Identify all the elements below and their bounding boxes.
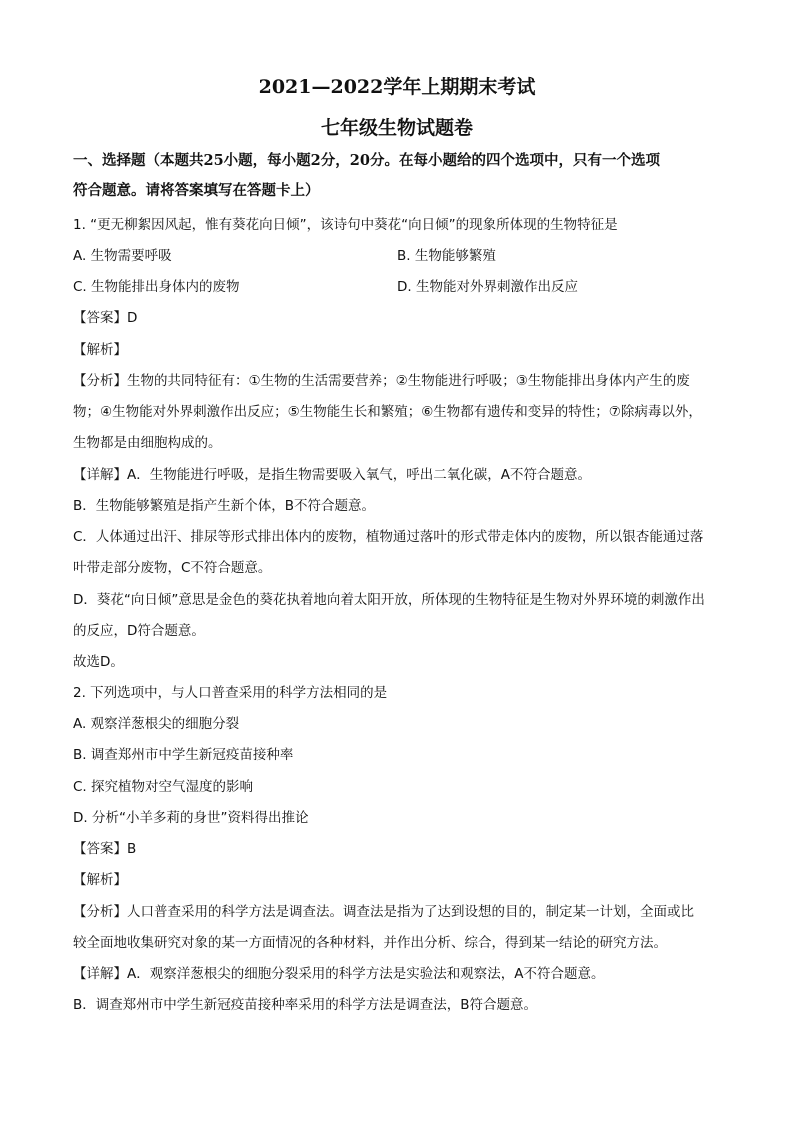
q2-analysis-line: 【分析】人口普查采用的科学方法是调查法。调查法是指为了达到设想的目的，制定某一计划，全面或比 (73, 904, 694, 920)
q1-jiexi-label: 【解析】 (73, 342, 127, 358)
section-heading (73, 146, 728, 206)
section-heading-line: 一、选择题（本题共25小题，每小题2分，20分。在每小题给的四个选项中，只有一个选项 (73, 152, 660, 169)
question-1-stem: 1. “更无柳絮因风起，惟有葵花向日倾”，该诗句中葵花“向日倾”的现象所体现的生物特征是 (73, 217, 618, 233)
q2-answer: 【答案】B (73, 841, 137, 857)
q1-detail-line: D．葵花“向日倾”意思是金色的葵花执着地向着太阳开放，所体现的生物特征是生物对外界环境的刺激作出 (73, 592, 705, 608)
q1-option-c: C. 生物能排出身体内的废物 (73, 279, 240, 295)
q2-analysis-line: 较全面地收集研究对象的某一方面情况的各种材料，并作出分析、综合，得到某一结论的研究方法。 (73, 935, 667, 951)
q2-option-b: B. 调查郑州市中学生新冠疫苗接种率 (73, 747, 294, 763)
q1-analysis-line: 【分析】生物的共同特征有：①生物的生活需要营养；②生物能进行呼吸；③生物能排出身体内产生的废 (73, 373, 690, 389)
q2-jiexi-label: 【解析】 (73, 872, 127, 888)
page-subtitle: 七年级生物试题卷 (320, 117, 473, 139)
page-title: 2021—2022学年上期期末考试 (258, 76, 536, 98)
section-heading-line: 符合题意。请将答案填写在答题卡上） (73, 182, 320, 199)
q1-detail-line: 叶带走部分废物，C不符合题意。 (73, 560, 272, 576)
q2-detail-line: B．调查郑州市中学生新冠疫苗接种率采用的科学方法是调查法，B符合题意。 (73, 997, 538, 1013)
q1-option-a: A. 生物需要呼吸 (73, 248, 172, 264)
q1-analysis-line: 生物都是由细胞构成的。 (73, 435, 222, 451)
q1-analysis-line: 物；④生物能对外界刺激作出反应；⑤生物能生长和繁殖；⑥生物都有遗传和变异的特性；⑦除病毒以外， (73, 404, 702, 420)
q1-option-b: B. 生物能够繁殖 (397, 248, 496, 264)
q2-option-d: D. 分析“小羊多莉的身世”资料得出推论 (73, 810, 309, 826)
q2-detail-line: 【详解】A．观察洋葱根尖的细胞分裂采用的科学方法是实验法和观察法，A不符合题意。 (73, 966, 605, 982)
q1-detail-line: 的反应，D符合题意。 (73, 623, 205, 639)
q2-option-a: A. 观察洋葱根尖的细胞分裂 (73, 716, 240, 732)
q1-conclusion: 故选D。 (73, 654, 124, 670)
question-2-stem: 2. 下列选项中，与人口普查采用的科学方法相同的是 (73, 685, 388, 701)
q1-detail-line: 【详解】A．生物能进行呼吸，是指生物需要吸入氧气，呼出二氧化碳，A不符合题意。 (73, 467, 591, 483)
q1-option-d: D. 生物能对外界刺激作出反应 (397, 279, 578, 295)
q1-detail-line: B．生物能够繁殖是指产生新个体，B不符合题意。 (73, 498, 376, 514)
q2-option-c: C. 探究植物对空气湿度的影响 (73, 779, 254, 795)
q1-detail-line: C．人体通过出汗、排尿等形式排出体内的废物，植物通过落叶的形式带走体内的废物，所以银杏能通过落 (73, 529, 704, 545)
q1-answer: 【答案】D (73, 310, 138, 326)
